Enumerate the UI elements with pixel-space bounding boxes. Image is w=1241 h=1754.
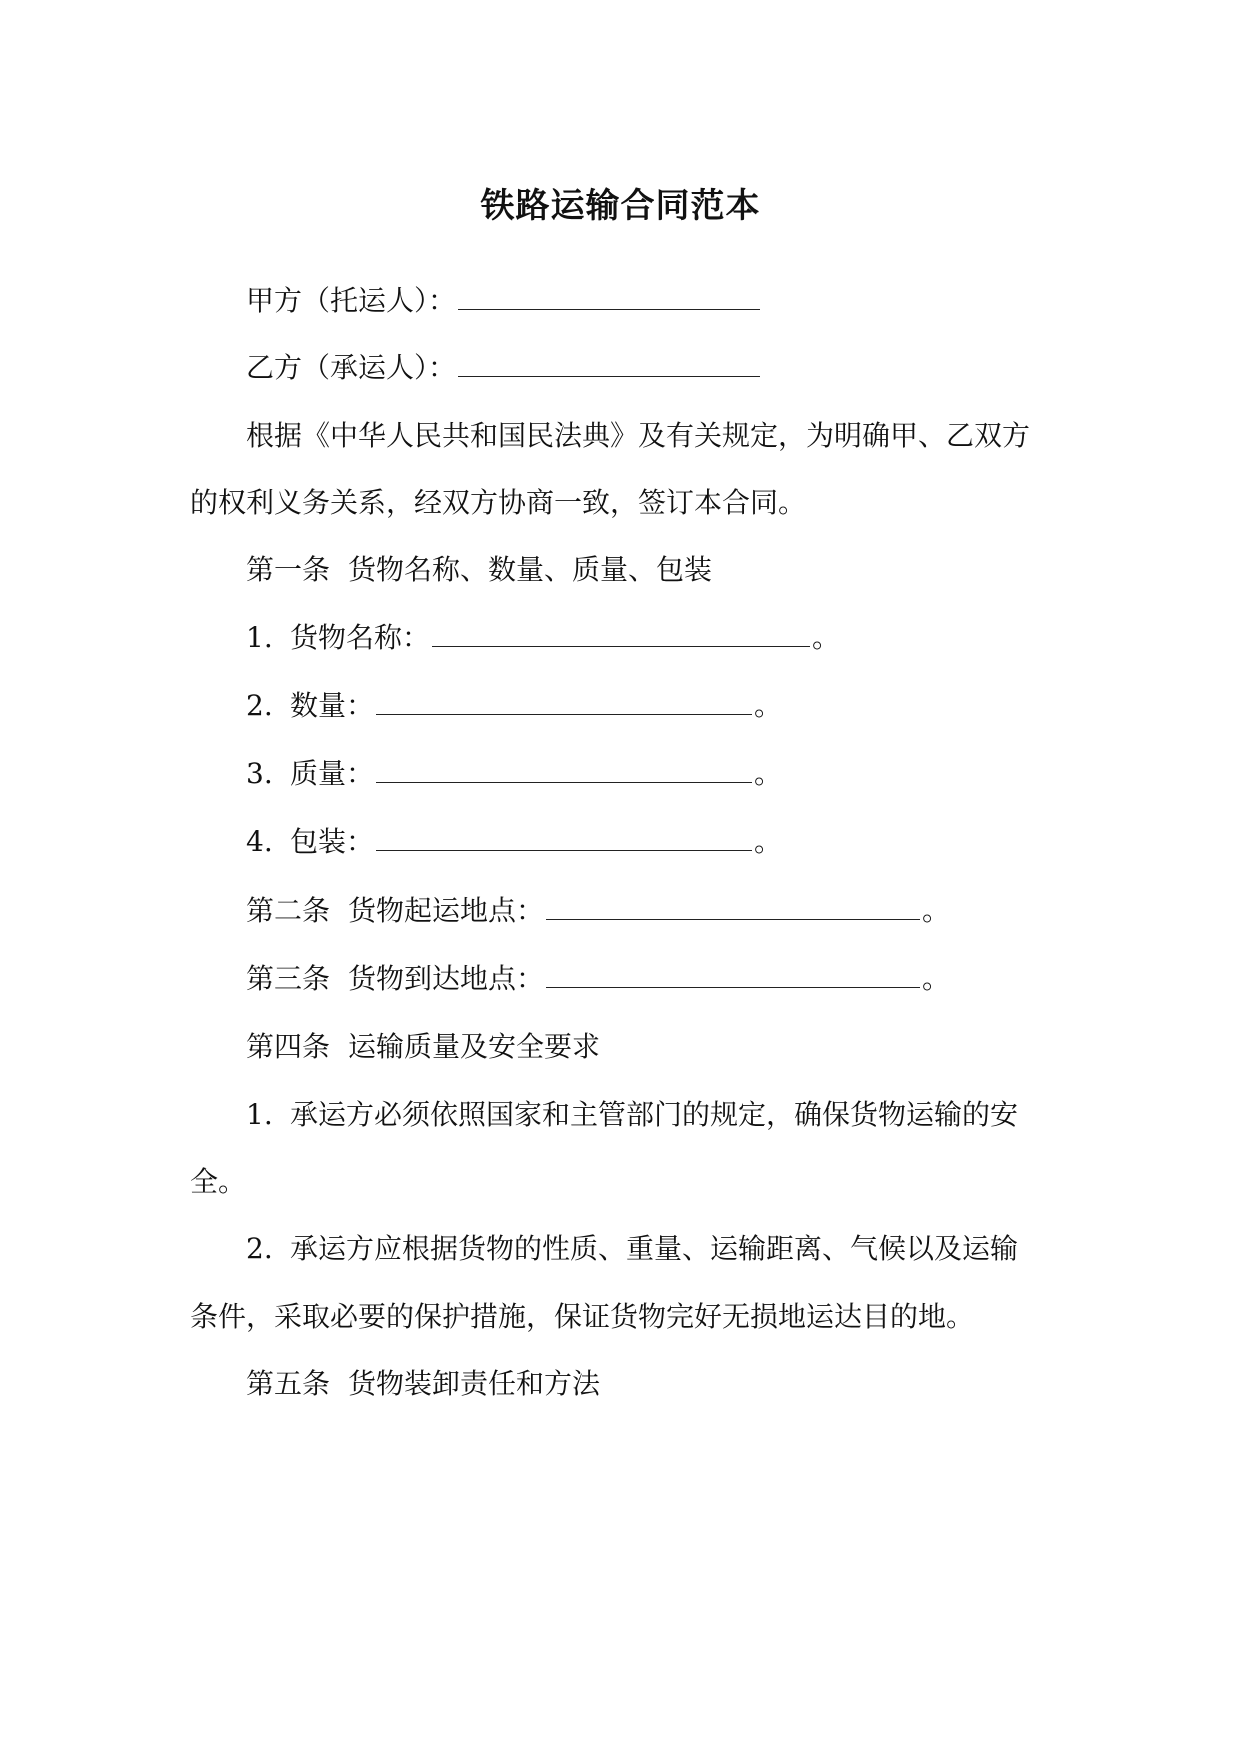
article-4-heading	[246, 1027, 600, 1067]
article-2-label: 货物起运地点：	[348, 894, 545, 927]
item-label: 数量：	[290, 689, 375, 722]
item-label: 质量：	[290, 757, 375, 790]
article-1-item-2	[246, 686, 782, 726]
article-2-end: 。	[922, 894, 951, 927]
article-4-p2-line-1	[246, 1229, 1018, 1269]
origin-blank[interactable]	[546, 891, 920, 920]
item-end: 。	[812, 621, 841, 654]
article-2-number: 第二条	[246, 894, 331, 927]
article-1-title: 货物名称、数量、质量、包装	[348, 553, 713, 586]
item-number: 1.	[246, 1098, 273, 1131]
item-number: 2.	[246, 1232, 273, 1265]
party-b-label: 乙方（承运人）：	[246, 351, 457, 384]
article-4-p2-line-2: 条件，采取必要的保护措施，保证货物完好无损地运达目的地。	[190, 1300, 975, 1333]
article-1-item-4	[246, 822, 782, 862]
article-3	[246, 959, 950, 999]
item-end: 。	[754, 689, 783, 722]
article-4-title: 运输质量及安全要求	[348, 1030, 601, 1063]
article-5-title: 货物装卸责任和方法	[348, 1367, 601, 1400]
article-4-p1-line-1	[246, 1095, 1018, 1135]
item-number: 3.	[246, 757, 273, 790]
article-4-number: 第四条	[246, 1030, 331, 1063]
item-number: 1.	[246, 621, 273, 654]
article-2	[246, 891, 950, 931]
document-title: 铁路运输合同范本	[480, 186, 761, 226]
preamble-line-1: 根据《中华人民共和国民法典》及有关规定，为明确甲、乙双方	[246, 419, 1031, 452]
item-end: 。	[754, 825, 783, 858]
article-1-heading	[246, 550, 712, 590]
article-1-item-3	[246, 754, 782, 794]
quality-blank[interactable]	[376, 754, 752, 783]
article-3-label: 货物到达地点：	[348, 962, 545, 995]
party-a-blank[interactable]	[458, 281, 760, 310]
party-b-blank[interactable]	[458, 348, 760, 377]
quantity-blank[interactable]	[376, 686, 752, 715]
preamble-line-2: 的权利义务关系，经双方协商一致，签订本合同。	[190, 486, 807, 519]
item-number: 2.	[246, 689, 273, 722]
item-end: 。	[754, 757, 783, 790]
article-3-end: 。	[922, 962, 951, 995]
paragraph-text: 承运方必须依照国家和主管部门的规定，确保货物运输的安	[290, 1098, 1019, 1131]
item-label: 包装：	[290, 825, 375, 858]
party-a-label: 甲方（托运人）：	[246, 284, 457, 317]
article-4-p1-line-2: 全。	[190, 1165, 247, 1198]
party-b-line	[246, 348, 762, 388]
goods-name-blank[interactable]	[432, 618, 810, 647]
party-a-line	[246, 281, 762, 321]
destination-blank[interactable]	[546, 959, 920, 988]
article-5-heading	[246, 1364, 600, 1404]
paragraph-text: 承运方应根据货物的性质、重量、运输距离、气候以及运输	[290, 1232, 1019, 1265]
article-3-number: 第三条	[246, 962, 331, 995]
article-1-item-1	[246, 618, 840, 658]
item-number: 4.	[246, 825, 273, 858]
packaging-blank[interactable]	[376, 822, 752, 851]
item-label: 货物名称：	[290, 621, 431, 654]
article-5-number: 第五条	[246, 1367, 331, 1400]
article-1-number: 第一条	[246, 553, 331, 586]
